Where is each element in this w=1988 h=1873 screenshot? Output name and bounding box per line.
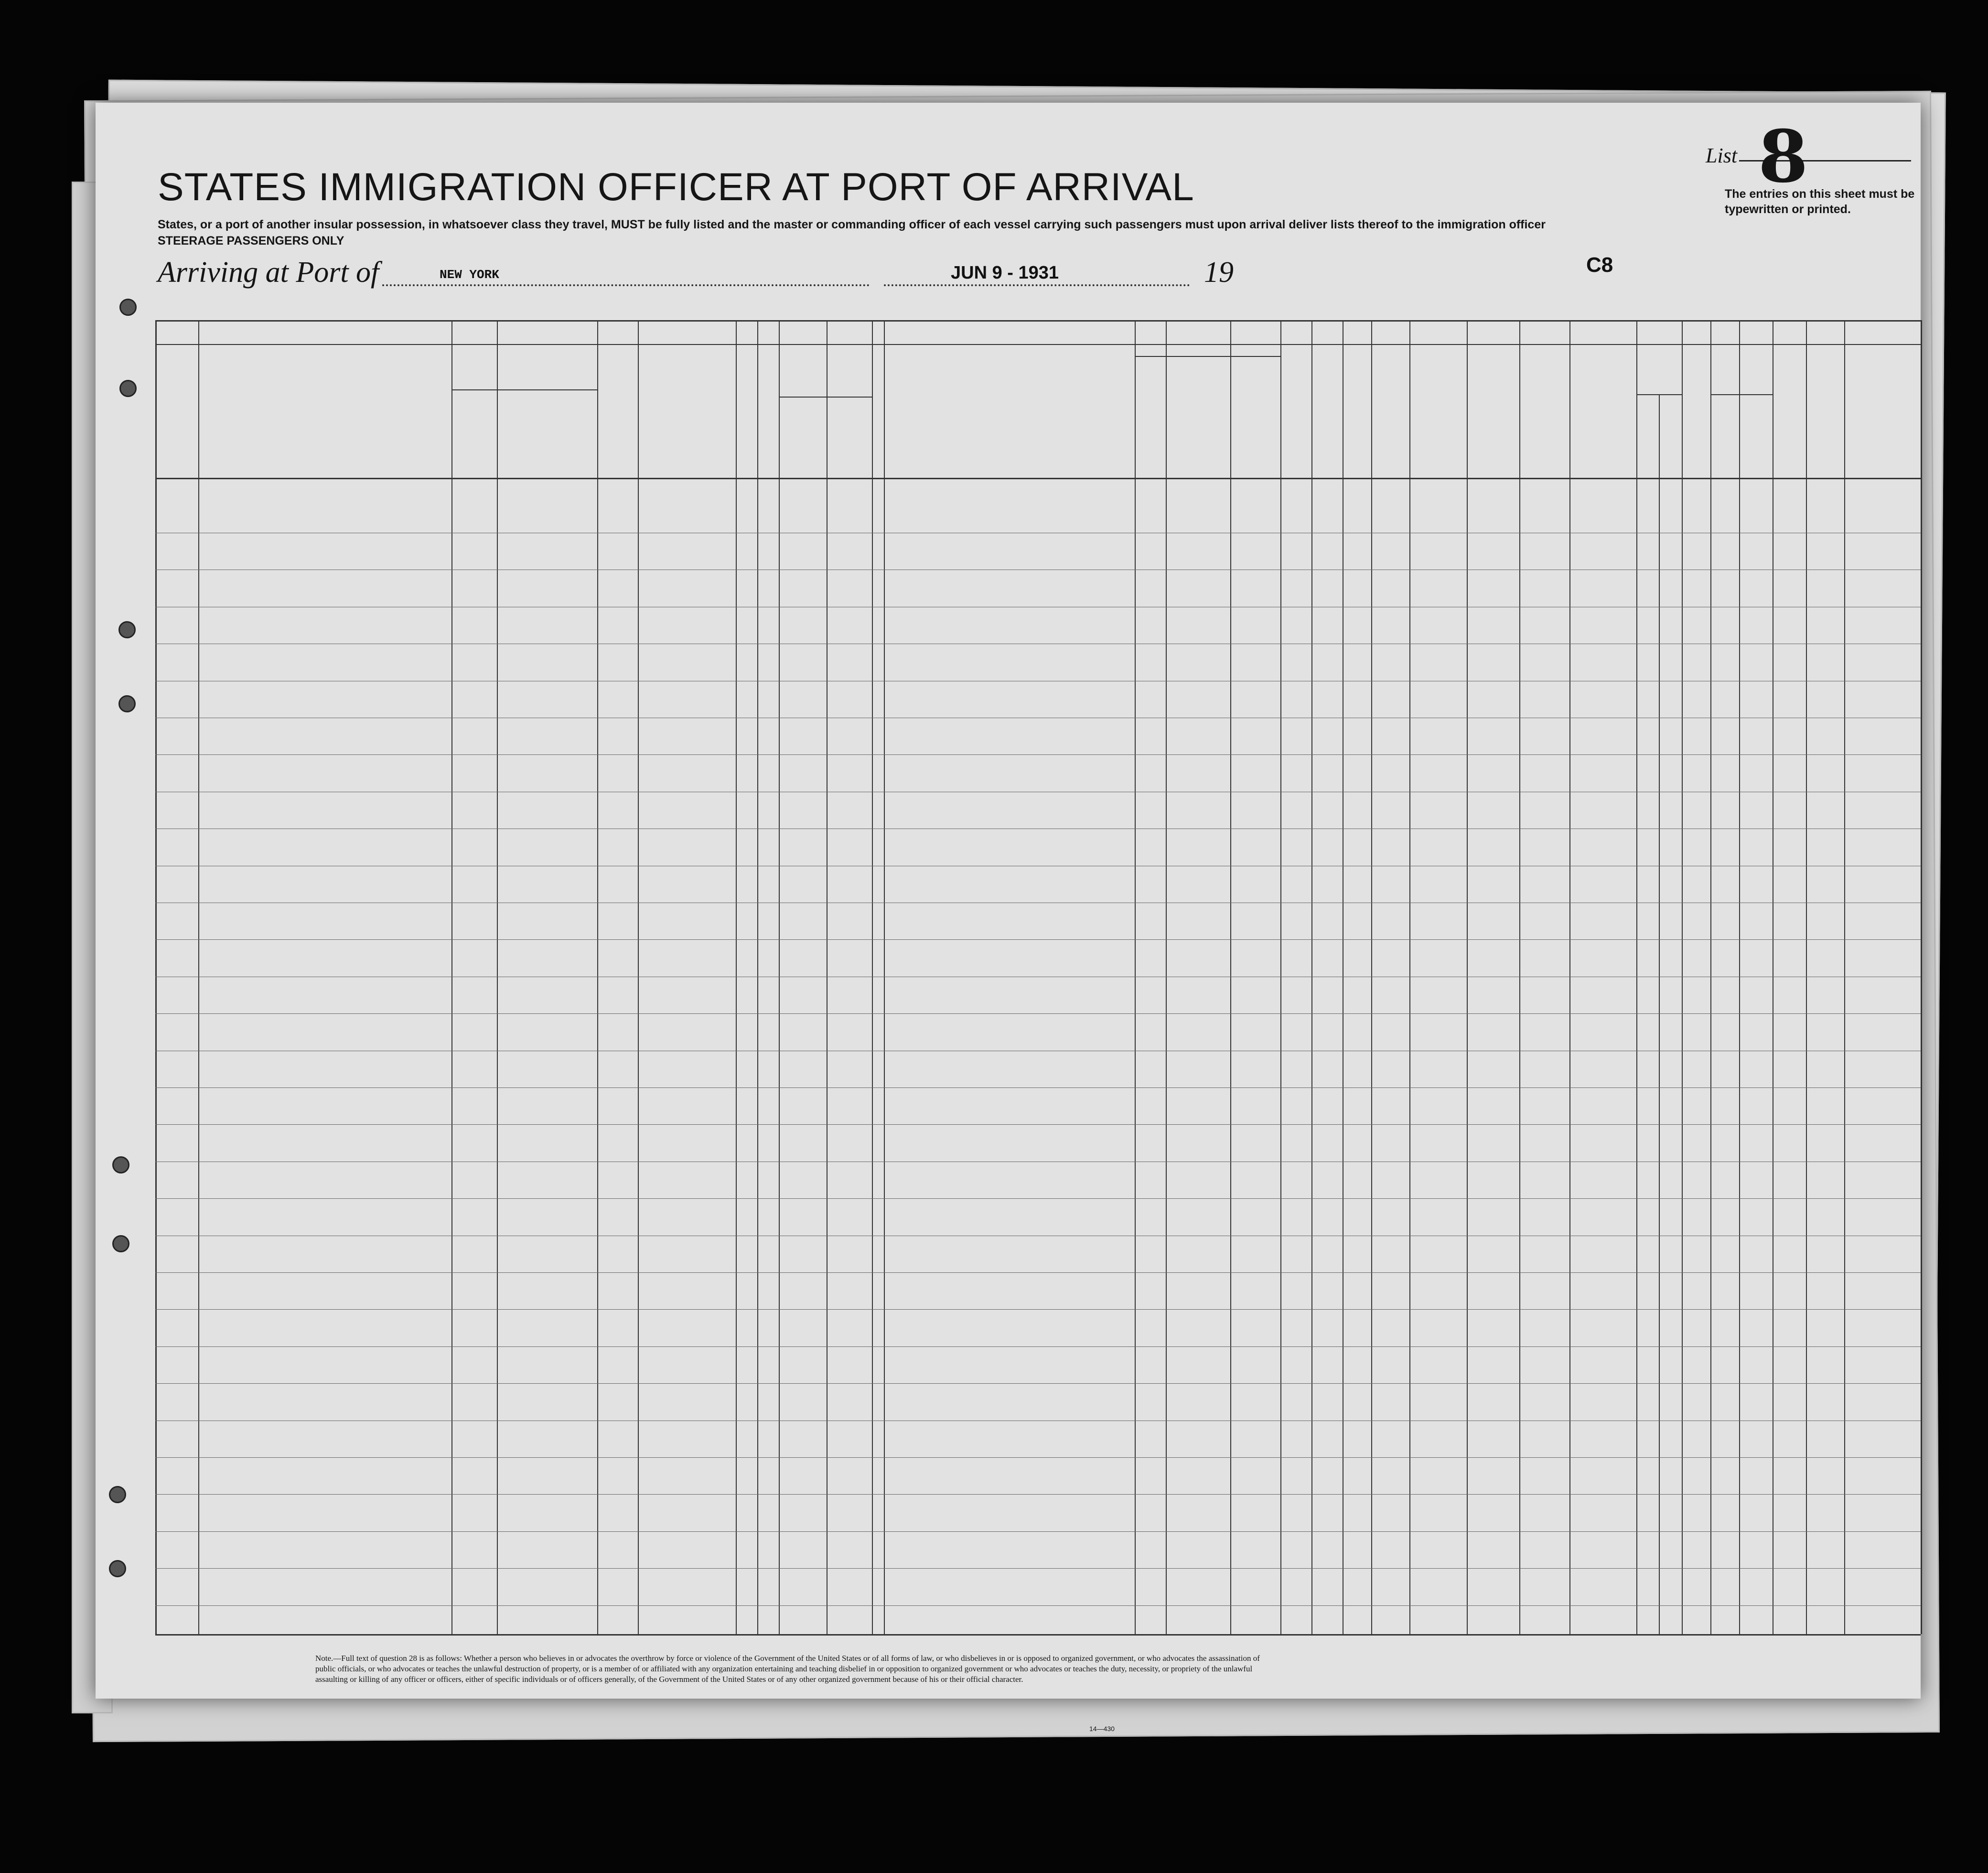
header-money [737, 351, 756, 471]
header-purpose-b [1167, 361, 1229, 471]
row-rule [155, 1013, 1921, 1014]
footnote: Note.—Full text of question 28 is as follows: Whether a person who believes in or advocates the overthrow by force or violence of the Government of the United States or of all forms of law, or who disbelieves in or is opposed to organized government, or who advocates the assassination of public officials, or who advocates or teaches the unlawful destruction of property, or is a member of or affiliated with any organization entertaining and teaching disbelief in or opposition to organized government or who advocates or teaches the duty, necessity, or propriety of the unlawful assaulting or killing of any officer or officers, either of specific individuals or of officers generally, of the Government of the United States or of any other organized government because of his or their official character. [315, 1654, 1260, 1684]
table-top-rule [155, 320, 1921, 322]
table-bottom-rule [155, 1634, 1921, 1636]
corner-code: C8 [1586, 253, 1613, 277]
column-rule [779, 320, 780, 1634]
column-rule [1467, 320, 1468, 1634]
year-label: 19 [1204, 256, 1234, 289]
row-rule [155, 754, 1921, 755]
row-rule [155, 1605, 1921, 1606]
height-split [1659, 394, 1660, 1634]
before-us-sub-rule [779, 397, 872, 398]
row-rule [155, 1124, 1921, 1125]
column-rule [1739, 320, 1740, 1634]
row-rule [155, 939, 1921, 940]
header-overthrow [1372, 351, 1408, 471]
port-value: NEW YORK [440, 268, 499, 282]
typed-note: The entries on this sheet must be typewritten or printed. [1725, 187, 1915, 216]
header-bottom-rule [155, 478, 1921, 479]
row-rule [155, 1272, 1921, 1273]
header-offer [1410, 351, 1466, 471]
header-feet [1638, 409, 1658, 471]
row-rule [155, 1309, 1921, 1310]
list-number: 8 [1758, 115, 1808, 199]
column-rule [1409, 320, 1410, 1634]
arriving-label: Arriving at Port of [158, 256, 379, 289]
row-rule [155, 1346, 1921, 1347]
column-rule [1636, 320, 1637, 1634]
column-rule [884, 320, 885, 1634]
binder-hole [118, 621, 136, 638]
header-purpose-c [1231, 361, 1279, 471]
final-dest-sub-rule [451, 389, 597, 390]
column-rule [1569, 320, 1570, 1634]
binder-hole [112, 1156, 129, 1173]
row-rule [155, 1531, 1921, 1532]
column-rule [597, 320, 598, 1634]
colnum-rule [155, 344, 1921, 345]
column-rule [1682, 320, 1683, 1634]
row-rule [155, 1494, 1921, 1495]
header-purpose-a [1136, 361, 1165, 471]
form-number: 14—430 [1089, 1725, 1115, 1733]
row-rule [155, 1457, 1921, 1458]
date-field [884, 284, 1190, 286]
binder-hole [109, 1486, 126, 1503]
column-rule [1921, 320, 1922, 1634]
date-value: JUN 9 - 1931 [951, 263, 1059, 283]
port-field [382, 284, 870, 286]
list-label: List [1706, 144, 1738, 167]
row-rule [155, 1087, 1921, 1088]
purpose-sub-rule [1135, 356, 1280, 357]
binder-hole [119, 380, 137, 397]
column-rule [451, 320, 452, 1634]
column-rule [1280, 320, 1281, 1634]
column-rule [1806, 320, 1807, 1634]
binder-hole [112, 1235, 129, 1252]
header-polygamist [1312, 351, 1342, 471]
header-deported [1468, 351, 1518, 471]
column-rule [1710, 320, 1711, 1634]
subtitle-line-2: STEERAGE PASSENGERS ONLY [158, 234, 344, 248]
column-rule [872, 320, 873, 1634]
header-ticket [598, 351, 637, 471]
color-sub-rule [1710, 394, 1773, 395]
column-rule [155, 320, 157, 1634]
column-rule [1230, 320, 1231, 1634]
page-title: STATES IMMIGRATION OFFICER AT PORT OF ARRIVAL [158, 165, 1194, 209]
column-rule [1519, 320, 1520, 1634]
row-rule [155, 1568, 1921, 1569]
column-rule [736, 320, 737, 1634]
header-subtitle [158, 216, 1546, 249]
column-rule [198, 320, 199, 1634]
column-rule [1166, 320, 1167, 1634]
header-prison [1281, 351, 1311, 471]
header-inches [1659, 409, 1681, 471]
binder-hole [119, 299, 137, 316]
subtitle-line-1: States, or a port of another insular possession, in whatsoever class they travel, MUST be fully listed and the master or commanding officer of each vessel carrying such passengers must upon arrival deliver lists thereof to the immigration officer [158, 218, 1546, 231]
column-rule [1844, 320, 1845, 1634]
manifest-sheet [96, 103, 1921, 1733]
column-rule [1371, 320, 1372, 1634]
column-rule [497, 320, 498, 1634]
arriving-line [158, 256, 379, 290]
binder-hole [118, 695, 136, 712]
row-rule [155, 1198, 1921, 1199]
column-rule [1135, 320, 1136, 1634]
header-anarchist [1343, 351, 1370, 471]
row-rule [155, 1383, 1921, 1384]
binder-hole [109, 1560, 126, 1577]
column-rule [757, 320, 758, 1634]
column-rule [638, 320, 639, 1634]
column-rule [1311, 320, 1312, 1634]
